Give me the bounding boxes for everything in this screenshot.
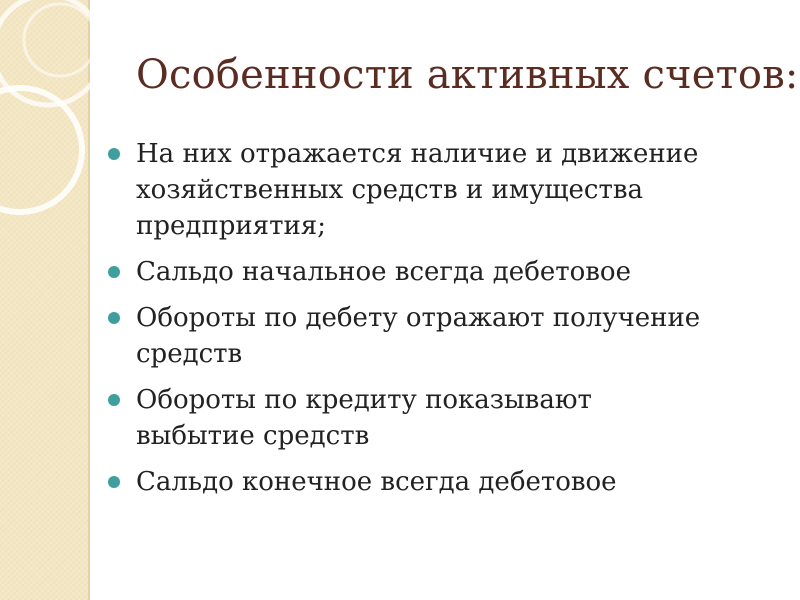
bullet-item (108, 382, 768, 454)
bullet-dot-icon (108, 312, 120, 324)
bullet-text-line: Сальдо конечное всегда дебетовое (136, 467, 617, 497)
bullet-text-line: средств (136, 339, 243, 369)
bullet-dot-icon (108, 148, 120, 160)
bullet-text-line: На них отражается наличие и движение (136, 139, 699, 169)
bullet-text-line: Сальдо начальное всегда дебетовое (136, 257, 631, 287)
bullet-item (108, 254, 768, 290)
bullet-item (108, 300, 768, 372)
bullet-list (108, 136, 768, 510)
bullet-item (108, 136, 768, 244)
bullet-text-line: Обороты по дебету отражают получение (136, 303, 701, 333)
bullet-dot-icon (108, 394, 120, 406)
bullet-text-line: хозяйственных средств и имущества (136, 175, 644, 205)
bullet-text-line: предприятия; (136, 211, 326, 241)
bullet-dot-icon (108, 266, 120, 278)
bullet-dot-icon (108, 476, 120, 488)
bullet-item (108, 464, 768, 500)
slide-title: Особенности активных счетов: (136, 52, 799, 98)
bullet-text-line: Обороты по кредиту показывают (136, 385, 592, 415)
bullet-text-line: выбытие средств (136, 421, 370, 451)
